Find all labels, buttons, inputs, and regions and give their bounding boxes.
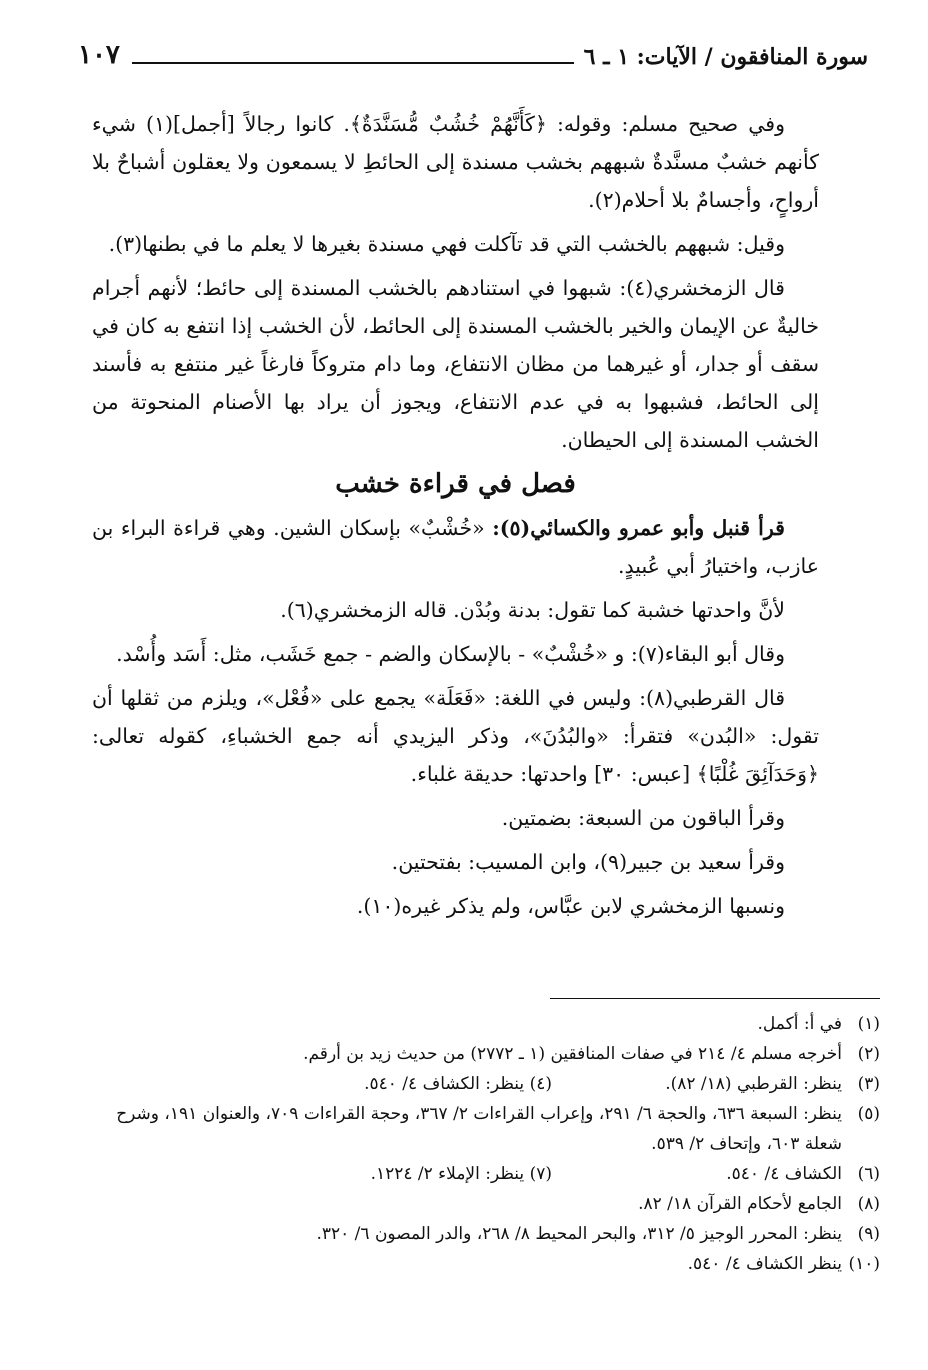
section-heading: فصل في قراءة خشب xyxy=(335,469,576,499)
footnote xyxy=(100,1189,880,1219)
footnote-separator xyxy=(550,998,880,999)
footnote-text: ينظر: المحرر الوجيز ٥/ ٣١٢، والبحر المحيط ٨/ ٢٦٨، والدر المصون ٦/ ٣٢٠. xyxy=(316,1224,842,1244)
paragraph: وقرأ الباقون من السبعة: بضمتين. xyxy=(501,806,785,830)
footnote-text: الكشاف ٤/ ٥٤٠. xyxy=(726,1164,842,1184)
footnote xyxy=(100,1009,880,1039)
footnote-text: ينظر الكشاف ٤/ ٥٤٠. xyxy=(687,1254,842,1274)
readers-names: قرأ قنبل وأبو عمرو والكسائي(٥): xyxy=(492,516,785,540)
footnote xyxy=(100,1219,880,1249)
footnote-number: (٢) xyxy=(857,1044,880,1064)
footnote-number: (٣) xyxy=(857,1074,880,1094)
footnote-text: أخرجه مسلم ٤/ ٢١٤ في صفات المنافقين (١ ـ ٢٧٧٢) من حديث زيد بن أرقم. xyxy=(303,1044,842,1064)
running-title: سورة المنافقون / الآيات: ١ ـ ٦ xyxy=(583,44,868,70)
main-text xyxy=(92,105,819,931)
footnote-text: في أ: أكمل. xyxy=(757,1014,842,1034)
footnote-text: ينظر: السبعة ٦٣٦، والحجة ٦/ ٢٩١، وإعراب القراءات ٢/ ٣٦٧، وحجة القراءات ٧٠٩، والعنوان ١٩١، وشرح شعلة ٦٠٣، وإتحاف ٢/ ٥٣٩. xyxy=(116,1104,842,1154)
paragraph: وقيل: شبههم بالخشب التي قد تآكلت فهي مسندة بغيرها لا يعلم ما في بطنها(٣). xyxy=(108,232,785,256)
paragraph: لأنَّ واحدتها خشبة كما تقول: بدنة وبُدْن. قاله الزمخشري(٦). xyxy=(280,598,785,622)
footnote-number: (١٠) xyxy=(848,1254,880,1274)
page-number: ١٠٧ xyxy=(78,40,120,70)
paragraph: وقرأ سعيد بن جبير(٩)، وابن المسيب: بفتحتين. xyxy=(391,850,785,874)
footnote-number: (١) xyxy=(857,1014,880,1034)
footnote-number: (٧) xyxy=(529,1164,552,1184)
footnotes xyxy=(100,998,880,1279)
paragraph xyxy=(92,509,819,585)
footnote xyxy=(100,1099,880,1159)
footnote-number: (٩) xyxy=(857,1224,880,1244)
footnote-text: الجامع لأحكام القرآن ١٨/ ٨٢. xyxy=(638,1194,842,1214)
paragraph: وفي صحيح مسلم: وقوله: ﴿كَأَنَّهُمْ خُشُبٌ مُّسَنَّدَةٌ﴾. كانوا رجالاً [أجمل](١) شيء كأنهم خشبٌ مسنَّدةٌ شبههم بخشب مسندة إلى الحائطِ لا يسمعون ولا يعقلون أشباحٌ بلا أرواحٍ، وأجسامٌ بلا أحلام(٢). xyxy=(92,112,819,212)
footnote-number: (٤) xyxy=(529,1074,552,1094)
reading-description: «خُشْبٌ» بإسكان الشين. وهي قراءة البراء بن عازب، واختيارُ أبي عُبيدٍ. xyxy=(92,516,819,578)
footnote-text: ينظر: القرطبي (١٨/ ٨٢). xyxy=(665,1074,842,1094)
footnote-number: (٦) xyxy=(857,1164,880,1184)
page-header xyxy=(78,30,868,70)
paragraph: قال الزمخشري(٤): شبهوا في استنادهم بالخشب المسندة إلى حائط؛ لأنهم أجرام خاليةٌ عن الإيمان والخير بالخشب المسندة إلى الحائط، لأن الخشب إذا انتفع به كان في سقف أو جدار، أو غيرهما من مظان الانتفاع، وما دام متروكاً فارغاً غير منتفع به فأسند إلى الحائط، فشبهوا به في عدم الانتفاع، ويجوز أن يراد بها الأصنام المنحوتة من الخشب المسندة إلى الحيطان. xyxy=(92,276,819,452)
footnote-pair xyxy=(100,1069,880,1099)
footnote-text: ينظر: الإملاء ٢/ ١٢٢٤. xyxy=(370,1164,525,1184)
paragraph: قال القرطبي(٨): وليس في اللغة: «فَعَلَة» يجمع على «فُعْل»، ويلزم من ثقلها أن تقول: «البُدن» فتقرأ: «والبُدُنَ»، وذكر اليزيدي أنه جمع الخشباءِ، كقوله تعالى: ﴿وَحَدَآئِقَ غُلْبًا﴾ [عبس: ٣٠] واحدتها: حديقة غلباء. xyxy=(92,686,819,786)
footnote xyxy=(100,1039,880,1069)
footnote-text: ينظر: الكشاف ٤/ ٥٤٠. xyxy=(364,1074,525,1094)
footnote-number: (٥) xyxy=(857,1104,880,1124)
footnote-pair xyxy=(100,1159,880,1189)
header-rule xyxy=(132,62,574,64)
paragraph: ونسبها الزمخشري لابن عبَّاس، ولم يذكر غيره(١٠). xyxy=(356,894,785,918)
paragraph: وقال أبو البقاء(٧): و «خُشْبٌ» - بالإسكان والضم - جمع خَشَب، مثل: أَسَد وأُسْد. xyxy=(116,642,785,666)
footnote xyxy=(100,1249,880,1279)
footnote-number: (٨) xyxy=(857,1194,880,1214)
